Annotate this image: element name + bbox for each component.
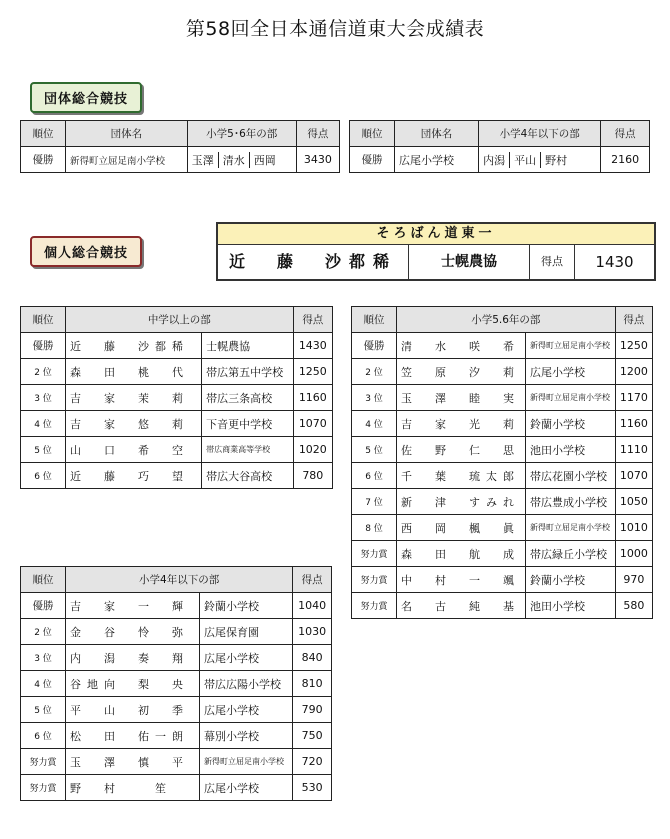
- individual-section-badge: 個人総合競技: [30, 236, 142, 267]
- contestant-name: 西 岡 楓 眞: [397, 515, 526, 541]
- score-cell: 3430: [296, 147, 339, 173]
- team-section-badge: 団体総合競技: [30, 82, 142, 113]
- contestant-name: 松 田 佑一朗: [66, 723, 200, 749]
- contestant-name: 千 葉 琉太郎: [397, 463, 526, 489]
- score-cell: 1160: [293, 385, 332, 411]
- contestant-name: 佐 野 仁 思: [397, 437, 526, 463]
- rank-cell: 5 位: [21, 697, 66, 723]
- champion-header: そろばん道東一: [218, 224, 654, 245]
- rank-cell: 6 位: [21, 463, 66, 489]
- header-rank: 順位: [350, 121, 395, 147]
- page-title: 第58回全日本通信道東大会成績表: [185, 18, 485, 40]
- header-division: 小学5.6年の部: [397, 307, 616, 333]
- rank-cell: 5 位: [352, 437, 397, 463]
- contestant-name: 近 藤 沙都稀: [66, 333, 202, 359]
- contestant-name: 新 津 すみれ: [397, 489, 526, 515]
- affiliation-cell: 帯広三条高校: [202, 385, 293, 411]
- affiliation-cell: 広尾小学校: [200, 645, 293, 671]
- rank-cell: 努力賞: [352, 593, 397, 619]
- table-header-row: [21, 307, 333, 333]
- table-row: [21, 645, 332, 671]
- rank-cell: 2 位: [21, 619, 66, 645]
- affiliation-cell: 鈴蘭小学校: [526, 567, 616, 593]
- contestant-name: 玉 澤 睦 実: [397, 385, 526, 411]
- contestant-name: 名 古 純 基: [397, 593, 526, 619]
- affiliation-cell: 新得町立屈足南小学校: [526, 385, 616, 411]
- table-row: [21, 697, 332, 723]
- affiliation-cell: 鈴蘭小学校: [526, 411, 616, 437]
- contestant-name: 吉 家 一 輝: [66, 593, 200, 619]
- table-row: [21, 775, 332, 801]
- header-score: 得点: [293, 307, 332, 333]
- contestant-name: 清 水 咲 希: [397, 333, 526, 359]
- affiliation-cell: 新得町立屈足南小学校: [200, 749, 293, 775]
- rank-cell: 2 位: [21, 359, 66, 385]
- affiliation-cell: 広尾小学校: [200, 697, 293, 723]
- champion-score-label: 得点: [530, 245, 575, 279]
- score-cell: 750: [293, 723, 332, 749]
- individual-table-junior-high-and-above: [20, 306, 333, 489]
- team-table-lower: [349, 120, 650, 173]
- champion-score: 1430: [595, 253, 634, 271]
- header-division: 小学5･6年の部: [187, 121, 296, 147]
- rank-cell: 8 位: [352, 515, 397, 541]
- contestant-name: 吉 家 光 莉: [397, 411, 526, 437]
- member-name: 西岡: [249, 152, 280, 168]
- contestant-name: 吉 家 茉 莉: [66, 385, 202, 411]
- champion-name: 近 藤 沙都稀: [218, 245, 409, 279]
- score-cell: 1030: [293, 619, 332, 645]
- rank-cell: 7 位: [352, 489, 397, 515]
- table-row: [352, 437, 653, 463]
- affiliation-cell: 新得町立屈足南小学校: [526, 333, 616, 359]
- table-row: [352, 411, 653, 437]
- team-table-upper: [20, 120, 340, 173]
- rank-cell: 3 位: [21, 645, 66, 671]
- affiliation-cell: 広尾小学校: [526, 359, 616, 385]
- affiliation-cell: 新得町立屈足南小学校: [526, 515, 616, 541]
- table-row: [21, 463, 333, 489]
- contestant-name: 笠 原 汐 莉: [397, 359, 526, 385]
- table-row: [21, 411, 333, 437]
- rank-cell: 優勝: [352, 333, 397, 359]
- contestant-name: 玉 澤 慎 平: [66, 749, 200, 775]
- header-division: 小学4年以下の部: [479, 121, 601, 147]
- score-cell: 1000: [615, 541, 652, 567]
- rank-cell: 4 位: [21, 671, 66, 697]
- rank-cell: 3 位: [352, 385, 397, 411]
- score-cell: 2160: [601, 147, 650, 173]
- contestant-name: 山 口 希 空: [66, 437, 202, 463]
- contestant-name: 野 村 笙: [66, 775, 200, 801]
- contestant-name: 金 谷 怜 弥: [66, 619, 200, 645]
- score-cell: 1070: [293, 411, 332, 437]
- affiliation-cell: 帯広広陽小学校: [200, 671, 293, 697]
- score-cell: 1250: [293, 359, 332, 385]
- champion-affiliation: 士幌農協: [409, 245, 530, 279]
- member-name: 内潟: [483, 153, 506, 167]
- table-row: [21, 437, 333, 463]
- score-cell: 780: [293, 463, 332, 489]
- table-row: [21, 333, 333, 359]
- table-row: [21, 593, 332, 619]
- score-cell: 970: [615, 567, 652, 593]
- rank-cell: 努力賞: [21, 749, 66, 775]
- contestant-name: 吉 家 悠 莉: [66, 411, 202, 437]
- rank-cell: 4 位: [352, 411, 397, 437]
- affiliation-cell: 広尾保育園: [200, 619, 293, 645]
- table-row: [352, 541, 653, 567]
- member-name: 清水: [218, 152, 249, 168]
- champion-box: [216, 222, 656, 281]
- table-header-row: [350, 121, 650, 147]
- header-score: 得点: [615, 307, 652, 333]
- rank-cell: 努力賞: [352, 567, 397, 593]
- rank-cell: 6 位: [21, 723, 66, 749]
- affiliation-cell: 帯広緑丘小学校: [526, 541, 616, 567]
- score-cell: 810: [293, 671, 332, 697]
- affiliation-cell: 帯広花園小学校: [526, 463, 616, 489]
- affiliation-cell: 下音更中学校: [202, 411, 293, 437]
- score-cell: 1020: [293, 437, 332, 463]
- score-cell: 1070: [615, 463, 652, 489]
- rank-cell: 4 位: [21, 411, 66, 437]
- contestant-name: 内 潟 奏 翔: [66, 645, 200, 671]
- champion-row: [218, 245, 654, 279]
- score-cell: 1110: [615, 437, 652, 463]
- affiliation-cell: 帯広第五中学校: [202, 359, 293, 385]
- rank-cell: 優勝: [21, 593, 66, 619]
- header-division: 中学以上の部: [66, 307, 294, 333]
- score-cell: 1430: [293, 333, 332, 359]
- header-team: 団体名: [66, 121, 188, 147]
- rank-cell: 優勝: [21, 333, 66, 359]
- score-cell: 1050: [615, 489, 652, 515]
- table-row: [21, 385, 333, 411]
- affiliation-cell: 帯広大谷高校: [202, 463, 293, 489]
- rank-cell: 努力賞: [352, 541, 397, 567]
- header-score: 得点: [296, 121, 339, 147]
- members-cell: [187, 147, 296, 173]
- affiliation-cell: 池田小学校: [526, 437, 616, 463]
- table-row: [352, 593, 653, 619]
- table-row: [352, 463, 653, 489]
- table-row: [350, 147, 650, 173]
- header-rank: 順位: [21, 567, 66, 593]
- table-row: [352, 515, 653, 541]
- header-score: 得点: [601, 121, 650, 147]
- team-name-cell: 新得町立屈足南小学校: [66, 147, 188, 173]
- contestant-name: 森 田 航 成: [397, 541, 526, 567]
- members-cell: [479, 147, 601, 173]
- team-name-cell: 広尾小学校: [395, 147, 479, 173]
- individual-table-grade-5-6: [351, 306, 653, 619]
- table-row: [21, 359, 333, 385]
- rank-cell: 2 位: [352, 359, 397, 385]
- header-score: 得点: [293, 567, 332, 593]
- score-cell: 840: [293, 645, 332, 671]
- contestant-name: 中 村 一 颯: [397, 567, 526, 593]
- contestant-name: 平 山 初 季: [66, 697, 200, 723]
- table-header-row: [21, 567, 332, 593]
- affiliation-cell: 士幌農協: [202, 333, 293, 359]
- table-row: [21, 671, 332, 697]
- contestant-name: 近 藤 巧 望: [66, 463, 202, 489]
- score-cell: 1010: [615, 515, 652, 541]
- table-row: [21, 619, 332, 645]
- rank-cell: 3 位: [21, 385, 66, 411]
- header-division: 小学4年以下の部: [66, 567, 293, 593]
- header-rank: 順位: [352, 307, 397, 333]
- score-cell: 1200: [615, 359, 652, 385]
- contestant-name: 谷地向 梨 央: [66, 671, 200, 697]
- member-name: 野村: [540, 152, 571, 168]
- affiliation-cell: 幕別小学校: [200, 723, 293, 749]
- contestant-name: 森 田 桃 代: [66, 359, 202, 385]
- header-rank: 順位: [21, 307, 66, 333]
- score-cell: 1040: [293, 593, 332, 619]
- table-header-row: [21, 121, 340, 147]
- table-row: [352, 385, 653, 411]
- rank-cell: 努力賞: [21, 775, 66, 801]
- table-row: [352, 489, 653, 515]
- table-row: [352, 333, 653, 359]
- table-row: [21, 749, 332, 775]
- score-cell: 720: [293, 749, 332, 775]
- affiliation-cell: 帯広豊成小学校: [526, 489, 616, 515]
- affiliation-cell: 鈴蘭小学校: [200, 593, 293, 619]
- score-cell: 1250: [615, 333, 652, 359]
- rank-cell: 5 位: [21, 437, 66, 463]
- table-header-row: [352, 307, 653, 333]
- affiliation-cell: 池田小学校: [526, 593, 616, 619]
- score-cell: 530: [293, 775, 332, 801]
- table-row: [21, 147, 340, 173]
- rank-cell: 優勝: [350, 147, 395, 173]
- header-team: 団体名: [395, 121, 479, 147]
- header-rank: 順位: [21, 121, 66, 147]
- member-name: 平山: [509, 152, 540, 168]
- score-cell: 790: [293, 697, 332, 723]
- rank-cell: 6 位: [352, 463, 397, 489]
- affiliation-cell: 帯広商業高等学校: [202, 437, 293, 463]
- score-cell: 580: [615, 593, 652, 619]
- table-row: [352, 359, 653, 385]
- affiliation-cell: 広尾小学校: [200, 775, 293, 801]
- score-cell: 1170: [615, 385, 652, 411]
- score-cell: 1160: [615, 411, 652, 437]
- individual-table-grade-4-and-below: [20, 566, 332, 801]
- member-name: 玉澤: [191, 153, 214, 167]
- table-row: [21, 723, 332, 749]
- table-row: [352, 567, 653, 593]
- rank-cell: 優勝: [21, 147, 66, 173]
